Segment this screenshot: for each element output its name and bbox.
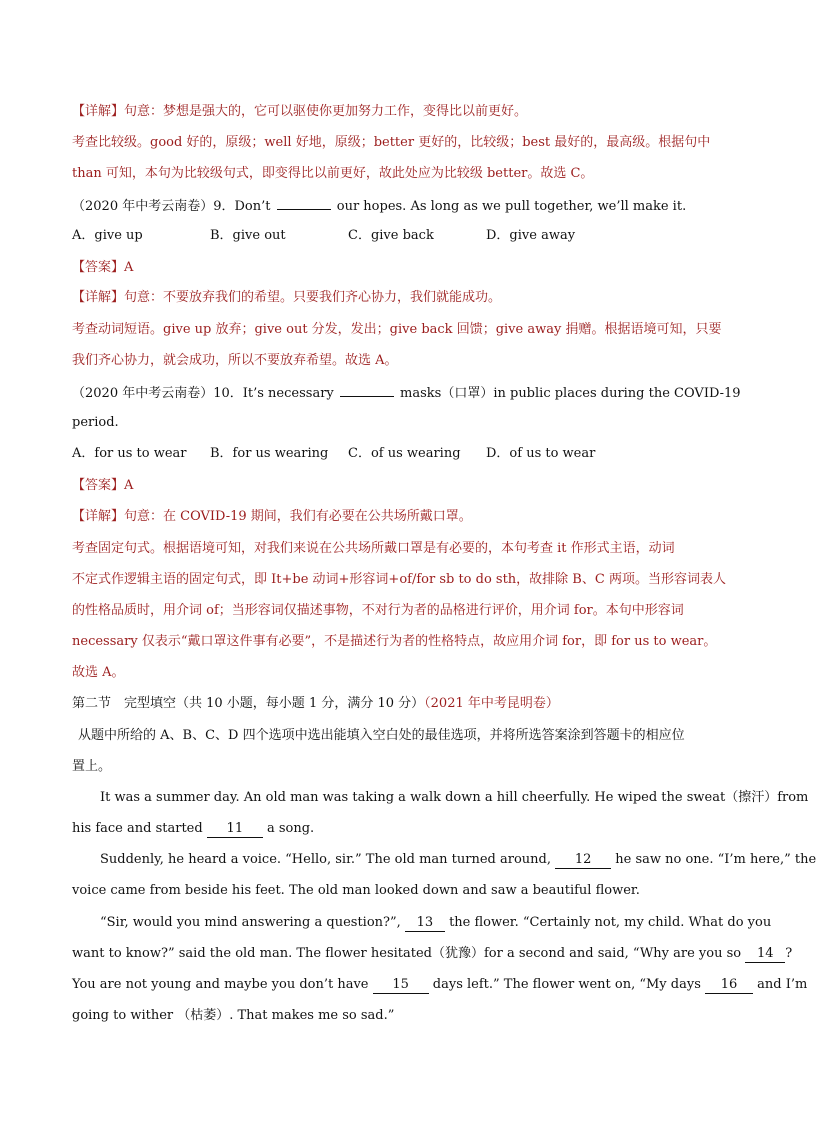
q9-detail-line3: 我们齐心协力，就会成功，所以不要放弃希望。故选 A。 bbox=[72, 353, 398, 368]
q10-option-a: A．for us to wear bbox=[72, 446, 187, 461]
q10-source: （2020 年中考云南卷） bbox=[72, 386, 214, 401]
q9-answer-value: A bbox=[124, 260, 134, 275]
blank-13: 13 bbox=[405, 915, 445, 932]
q10-stem: （2020 年中考云南卷）10．It’s necessary masks（口罩）in public places during the COVID-19 bbox=[72, 382, 722, 404]
passage-p1-line1: It was a summer day. An old man was taking a walk down a hill cheerfully. He wiped the sweat（擦汗）from bbox=[100, 790, 809, 805]
passage-p1-line2: his face and started 11 a song. bbox=[72, 821, 315, 836]
passage-p3-line4: going to wither （枯萎）. That makes me so sad.” bbox=[72, 1008, 395, 1023]
q8-detail-line1: 【详解】句意：梦想是强大的，它可以驱使你更加努力工作，变得比以前更好。 bbox=[72, 104, 528, 119]
q10-options bbox=[72, 444, 722, 464]
q10-detail-line1: 【详解】句意：在 COVID-19 期间，我们有必要在公共场所戴口罩。 bbox=[72, 509, 472, 524]
passage-p3-line3: You are not young and maybe you don’t have 15 days left.” The flower went on, “My days 16 and I’m bbox=[72, 977, 808, 992]
passage-p3-line1: “Sir, would you mind answering a question?”, 13 the flower. “Certainly not, my child. What do you bbox=[100, 915, 772, 930]
q10-detail-line2: 考查固定句式。根据语境可知，对我们来说在公共场所戴口罩是有必要的，本句考查 it 作形式主语，动词 bbox=[72, 541, 675, 556]
q9-stem: （2020 年中考云南卷）9．Don’t our hopes. As long as we pull together, we’ll make it. bbox=[72, 195, 722, 217]
q10-option-c: C．of us wearing bbox=[348, 446, 461, 461]
q9-option-c: C．give back bbox=[348, 228, 434, 243]
section2-instruction-line2: 置上。 bbox=[72, 759, 112, 774]
q10-option-d: D．of us to wear bbox=[486, 446, 596, 461]
blank-11: 11 bbox=[207, 821, 263, 838]
passage-p3-line2: want to know?” said the old man. The flower hesitated（犹豫）for a second and said, “Why are you so 14 ? bbox=[72, 946, 793, 961]
q9-source: （2020 年中考云南卷） bbox=[72, 199, 214, 214]
q10-blank bbox=[340, 382, 394, 397]
section2-heading: 第二节 完型填空（共 10 小题，每小题 1 分，满分 10 分）（2021 年中考昆明卷） bbox=[72, 696, 559, 711]
q9-options bbox=[72, 226, 722, 246]
q9-detail-line2: 考查动词短语。give up 放弃；give out 分发，发出；give back 回馈；give away 捐赠。根据语境可知，只要 bbox=[72, 322, 722, 337]
q9-detail-line1: 【详解】句意：不要放弃我们的希望。只要我们齐心协力，我们就能成功。 bbox=[72, 290, 502, 305]
q10-detail-line5: necessary 仅表示“戴口罩这件事有必要”，不是描述行为者的性格特点，故应用介词 for，即 for us to wear。 bbox=[72, 634, 717, 649]
q9-option-b: B．give out bbox=[210, 228, 286, 243]
q9-answer: 【答案】A bbox=[72, 260, 134, 275]
q10-detail-line6: 故选 A。 bbox=[72, 665, 125, 680]
q9-blank bbox=[277, 195, 331, 210]
q9-option-a: A．give up bbox=[72, 228, 143, 243]
q10-answer: 【答案】A bbox=[72, 478, 134, 493]
q10-option-b: B．for us wearing bbox=[210, 446, 329, 461]
passage-p2-line1: Suddenly, he heard a voice. “Hello, sir.” The old man turned around, 12 he saw no one. “I’m here,” the bbox=[100, 852, 816, 867]
q8-detail-line2: 考查比较级。good 好的，原级；well 好地，原级；better 更好的，比较级；best 最好的，最高级。根据句中 bbox=[72, 135, 711, 150]
q10-stem-cont: period. bbox=[72, 415, 119, 430]
passage-p2-line2: voice came from beside his feet. The old man looked down and saw a beautiful flower. bbox=[72, 883, 640, 898]
blank-14: 14 bbox=[745, 946, 785, 963]
q10-detail-line4: 的性格品质时，用介词 of；当形容词仅描述事物，不对行为者的品格进行评价，用介词 for。本句中形容词 bbox=[72, 603, 684, 618]
section2-instruction-line1: 从题中所给的 A、B、C、D 四个选项中选出能填入空白处的最佳选项，并将所选答案涂到答题卡的相应位 bbox=[78, 728, 685, 743]
blank-16: 16 bbox=[705, 977, 753, 994]
q10-detail-line3: 不定式作逻辑主语的固定句式，即 It+be 动词+形容词+of/for sb to do sth，故排除 B、C 两项。当形容词表人 bbox=[72, 572, 726, 587]
blank-12: 12 bbox=[555, 852, 611, 869]
section2-source: （2021 年中考昆明卷） bbox=[424, 696, 559, 711]
q10-answer-value: A bbox=[124, 478, 134, 493]
q8-detail-line3: than 可知，本句为比较级句式，即变得比以前更好，故此处应为比较级 better。故选 C。 bbox=[72, 166, 594, 181]
blank-15: 15 bbox=[373, 977, 429, 994]
q9-option-d: D．give away bbox=[486, 228, 576, 243]
q8-detail-label: 【详解】 bbox=[72, 104, 125, 119]
